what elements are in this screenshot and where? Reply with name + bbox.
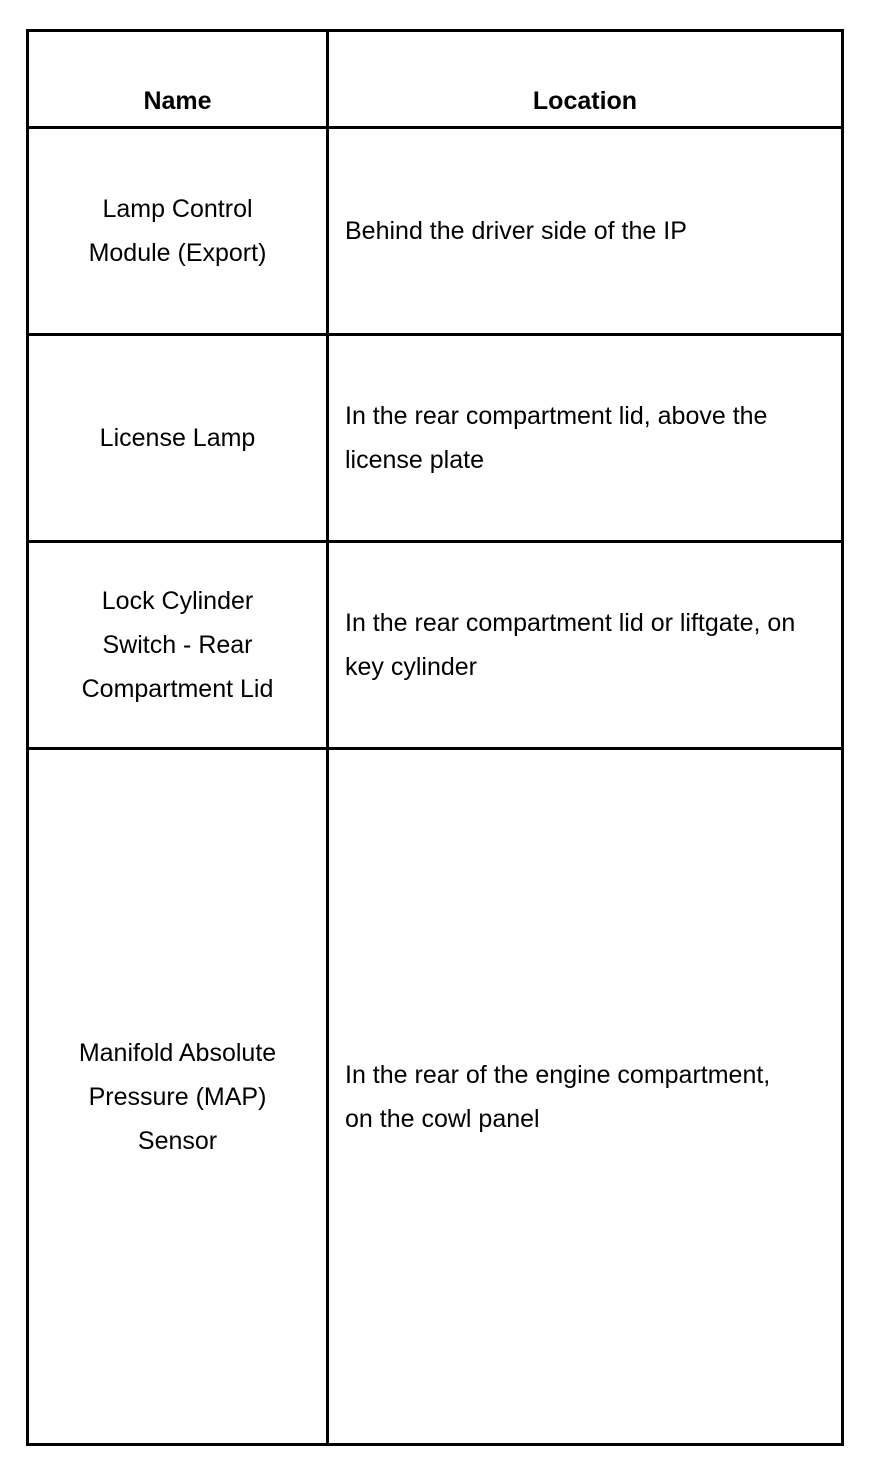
name-cell <box>28 335 328 542</box>
name-cell <box>28 749 328 1445</box>
component-name: Lock Cylinder Switch - Rear Compartment Lid <box>81 587 274 703</box>
table-row <box>28 335 843 542</box>
name-cell <box>28 542 328 749</box>
column-header-name: Name <box>28 31 328 128</box>
component-location-table <box>26 29 844 1446</box>
location-cell: In the rear compartment lid or liftgate, on key cylinder <box>328 542 843 749</box>
component-name: License Lamp <box>99 424 256 452</box>
name-cell <box>28 128 328 335</box>
location-cell: Behind the driver side of the IP <box>328 128 843 335</box>
location-cell: In the rear compartment lid, above the license plate <box>328 335 843 542</box>
table-row <box>28 128 843 335</box>
table-row <box>28 542 843 749</box>
column-header-location: Location <box>328 31 843 128</box>
location-cell: In the rear of the engine compartment, on the cowl panel <box>328 749 843 1445</box>
table-row <box>28 749 843 1445</box>
component-name: Manifold Absolute Pressure (MAP) Sensor <box>78 1038 277 1155</box>
component-name: Lamp Control Module (Export) <box>88 195 267 267</box>
table-header-row <box>28 31 843 128</box>
